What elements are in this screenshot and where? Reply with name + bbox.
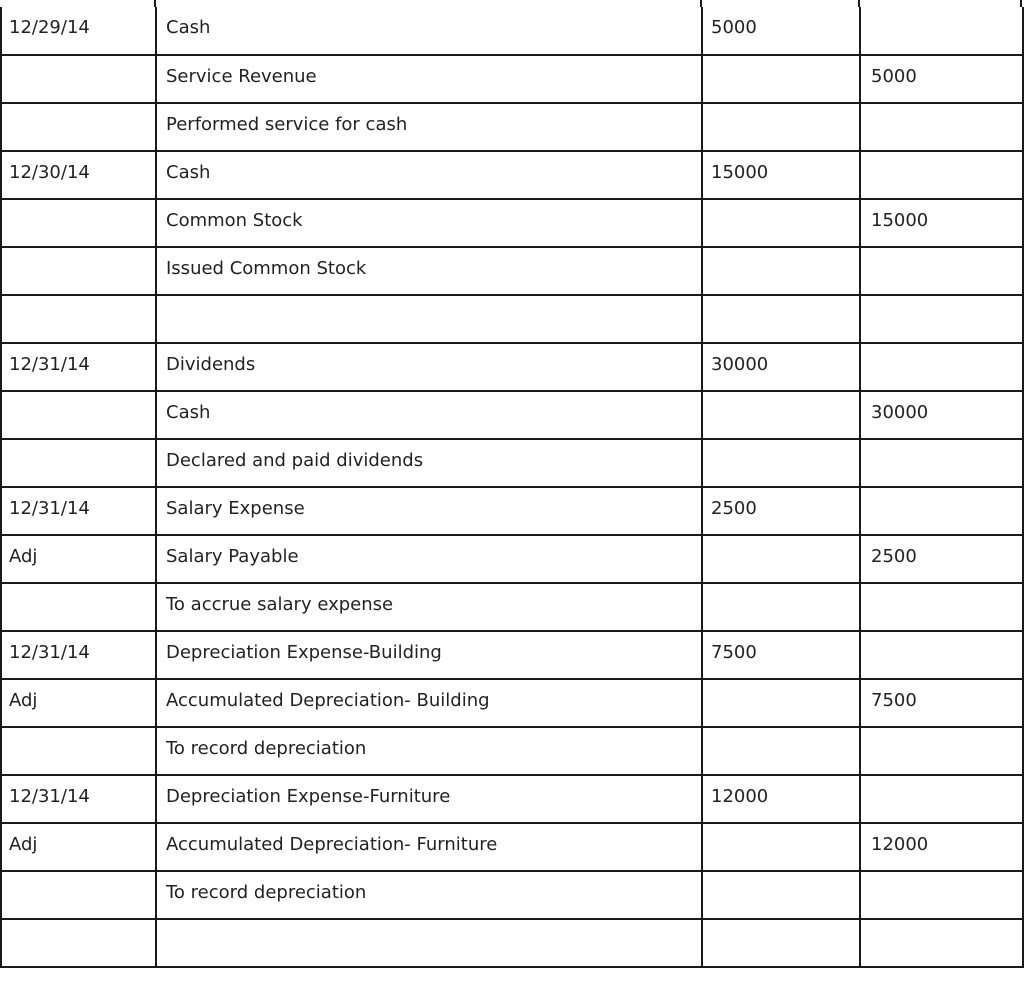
date-cell	[1, 103, 156, 151]
table-row	[1, 823, 1023, 871]
credit-cell	[860, 247, 1023, 295]
date-cell	[1, 919, 156, 967]
credit-cell	[860, 631, 1023, 679]
table-row	[1, 151, 1023, 199]
credit-cell	[860, 727, 1023, 775]
account-cell: Salary Payable	[156, 535, 702, 583]
table-top-continuation	[0, 0, 1022, 7]
table-row	[1, 919, 1023, 967]
credit-cell: 2500	[860, 535, 1023, 583]
credit-cell: 15000	[860, 199, 1023, 247]
date-cell: 12/31/14	[1, 343, 156, 391]
account-cell: Cash	[156, 7, 702, 55]
date-cell: Adj	[1, 535, 156, 583]
account-cell: Depreciation Expense-Building	[156, 631, 702, 679]
debit-cell	[702, 727, 860, 775]
account-cell	[156, 295, 702, 343]
table-row	[1, 631, 1023, 679]
credit-cell	[860, 583, 1023, 631]
account-cell: Dividends	[156, 343, 702, 391]
account-cell: Accumulated Depreciation- Building	[156, 679, 702, 727]
column-divider	[154, 0, 156, 7]
credit-cell	[860, 919, 1023, 967]
table-row	[1, 7, 1023, 55]
debit-cell	[702, 583, 860, 631]
debit-cell	[702, 55, 860, 103]
table-row	[1, 439, 1023, 487]
date-cell: 12/29/14	[1, 7, 156, 55]
account-cell: To record depreciation	[156, 871, 702, 919]
credit-cell	[860, 151, 1023, 199]
debit-cell	[702, 823, 860, 871]
account-cell: Cash	[156, 391, 702, 439]
date-cell: Adj	[1, 823, 156, 871]
debit-cell	[702, 871, 860, 919]
account-cell: Performed service for cash	[156, 103, 702, 151]
debit-cell	[702, 919, 860, 967]
credit-cell	[860, 775, 1023, 823]
date-cell	[1, 55, 156, 103]
date-cell: Adj	[1, 679, 156, 727]
credit-cell	[860, 487, 1023, 535]
date-cell: 12/31/14	[1, 487, 156, 535]
debit-cell: 12000	[702, 775, 860, 823]
date-cell	[1, 295, 156, 343]
account-cell: To accrue salary expense	[156, 583, 702, 631]
account-cell: Depreciation Expense-Furniture	[156, 775, 702, 823]
date-cell	[1, 439, 156, 487]
debit-cell: 5000	[702, 7, 860, 55]
table-row	[1, 55, 1023, 103]
debit-cell	[702, 295, 860, 343]
account-cell: Common Stock	[156, 199, 702, 247]
debit-cell	[702, 103, 860, 151]
account-cell: Accumulated Depreciation- Furniture	[156, 823, 702, 871]
table-row	[1, 103, 1023, 151]
table-row	[1, 391, 1023, 439]
date-cell	[1, 199, 156, 247]
credit-cell	[860, 7, 1023, 55]
account-cell: Issued Common Stock	[156, 247, 702, 295]
date-cell: 12/31/14	[1, 775, 156, 823]
account-cell: To record depreciation	[156, 727, 702, 775]
debit-cell: 2500	[702, 487, 860, 535]
date-cell: 12/30/14	[1, 151, 156, 199]
date-cell: 12/31/14	[1, 631, 156, 679]
debit-cell	[702, 199, 860, 247]
journal-entries-table	[0, 7, 1024, 968]
debit-cell	[702, 247, 860, 295]
credit-cell: 12000	[860, 823, 1023, 871]
debit-cell	[702, 391, 860, 439]
table-row	[1, 775, 1023, 823]
table-row	[1, 727, 1023, 775]
account-cell: Salary Expense	[156, 487, 702, 535]
table-row	[1, 679, 1023, 727]
credit-cell	[860, 103, 1023, 151]
account-cell: Declared and paid dividends	[156, 439, 702, 487]
table-row	[1, 343, 1023, 391]
date-cell	[1, 247, 156, 295]
table-row	[1, 871, 1023, 919]
debit-cell	[702, 535, 860, 583]
credit-cell: 5000	[860, 55, 1023, 103]
account-cell: Service Revenue	[156, 55, 702, 103]
column-divider	[700, 0, 702, 7]
debit-cell: 7500	[702, 631, 860, 679]
table-row	[1, 247, 1023, 295]
table-row	[1, 199, 1023, 247]
credit-cell	[860, 343, 1023, 391]
date-cell	[1, 583, 156, 631]
column-divider	[858, 0, 860, 7]
debit-cell: 30000	[702, 343, 860, 391]
date-cell	[1, 871, 156, 919]
debit-cell	[702, 439, 860, 487]
table-row	[1, 487, 1023, 535]
credit-cell	[860, 439, 1023, 487]
table-row	[1, 583, 1023, 631]
column-divider	[1020, 0, 1022, 7]
credit-cell: 7500	[860, 679, 1023, 727]
table-row	[1, 535, 1023, 583]
account-cell	[156, 919, 702, 967]
debit-cell	[702, 679, 860, 727]
table-row	[1, 295, 1023, 343]
account-cell: Cash	[156, 151, 702, 199]
debit-cell: 15000	[702, 151, 860, 199]
credit-cell: 30000	[860, 391, 1023, 439]
credit-cell	[860, 871, 1023, 919]
credit-cell	[860, 295, 1023, 343]
date-cell	[1, 727, 156, 775]
date-cell	[1, 391, 156, 439]
